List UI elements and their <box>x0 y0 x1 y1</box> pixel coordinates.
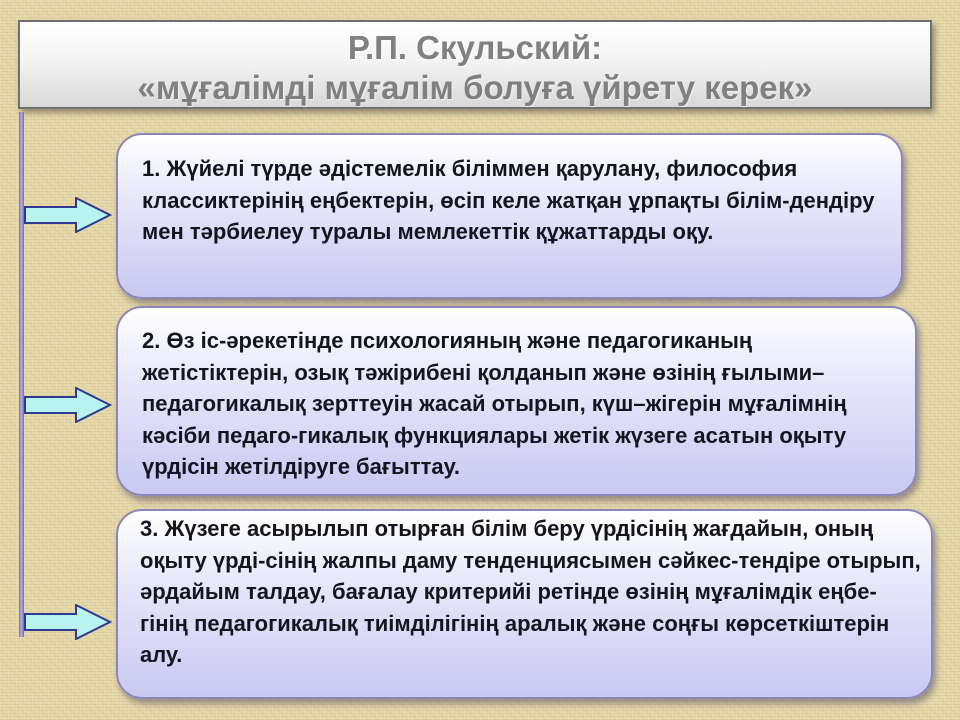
right-arrow-icon <box>24 197 112 233</box>
point-card-2 <box>116 306 917 496</box>
point-card-1 <box>116 133 903 299</box>
right-arrow-icon <box>24 387 112 423</box>
title-author: Р.П. Скульский: <box>347 29 603 66</box>
point-text: 1. Жүйелі түрде әдістемелік біліммен қарулану, философия классиктерінің еңбектерін, өсіп келе жатқан ұрпақты білім-дендіру мен тәрбиелеу туралы мемлекеттік құжаттарды оқу. <box>142 156 875 244</box>
point-card-3 <box>116 509 933 699</box>
point-text: 2. Өз іс-әрекетінде психологияның және педагогиканың жетістіктерін, озық тәжірибені қолданып және өзінің ғылыми–педагогикалық зерттеуін жасай отырып, күш–жігерін мұғалімнің кәсіби педаго-гикалық функциялары жетік жүзеге асатын оқыту үрдісін жетілдіруге бағыттау. <box>142 328 847 479</box>
point-text: 3. Жүзеге асырылып отырған білім беру үрдісінің жағдайын, оның оқыту үрді-сінің жалпы даму тенденциясымен сәйкес-тендіре отырып, әрдайым талдау, бағалау критерийі ретінде өзінің мұғалімдік еңбе-гінің педагогикалық тиімділігінің аралық және соңғы көрсеткіштерін алу. <box>140 516 921 667</box>
right-arrow-icon <box>24 604 112 640</box>
title-quote: «мұғалімді мұғалім болуға үйрету керек» <box>137 69 813 106</box>
title-box <box>18 20 932 109</box>
connector-line <box>19 112 24 637</box>
